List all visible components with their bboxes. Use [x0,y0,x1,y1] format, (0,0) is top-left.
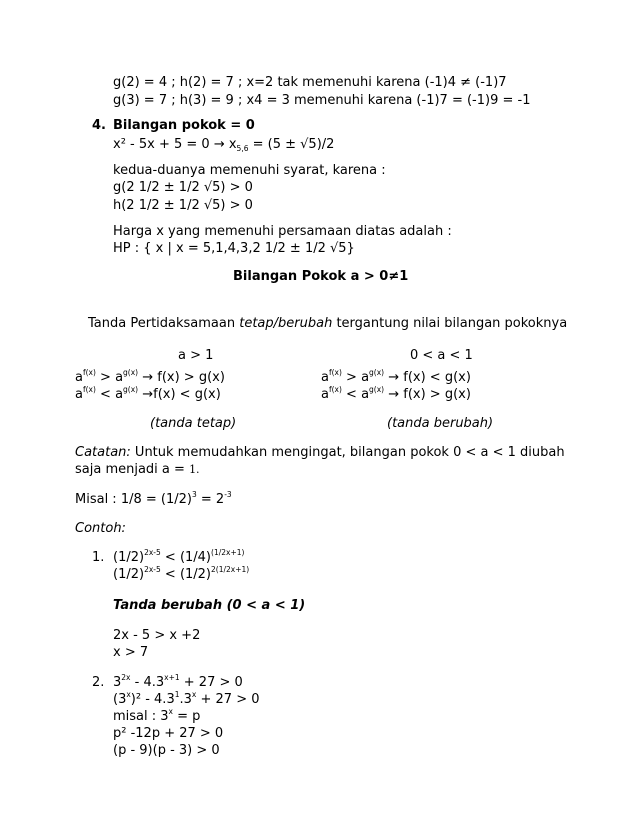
example-1-line-1: $(1/2)^{2x-5} < (1/4)^{(1/2x+1)}$ [113,548,245,565]
quadratic-equation: $x^2 - 5x + 5 = 0 \to x_{5,6} = (5 \pm √5)/2$ [113,137,335,153]
section-title: Bilangan Pokok a > 0≠1 [233,269,409,284]
h-condition: h(2 1/2 ± 1/2 √5) > 0 [113,198,253,213]
inequality-line-2: x > 7 [113,645,149,660]
example-1-line-2: $(1/2)^{2x-5} < (1/2)^{2(1/2x+1)}$ [113,565,250,582]
col-2-header: 0 < a < 1 [410,348,473,363]
item-4-title: Bilangan pokok = 0 [113,118,255,133]
tanda-berubah-heading: Tanda berubah (0 < a < 1) [113,598,306,613]
example-1-number: 1. [92,550,105,565]
misal-line: Misal : $1/8 = (1/2)^3 = 2^{-3}$ [75,490,232,507]
g-condition: g(2 1/2 ± 1/2 √5) > 0 [113,180,253,195]
solution-set: HP : { x | x = 5,1,4,3,2 1/2 ± 1/2 √5} [113,241,355,256]
tanda-berubah-label: (tanda berubah) [387,416,494,431]
example-2-line-1: $3^{2x} - 4.3^{x+1} + 27 > 0$ [113,673,243,690]
col-1-header: a > 1 [178,348,214,363]
case-x2-line: g(2) = 4 ; h(2) = 7 ; x=2 tak memenuhi karena (-1)4 ≠ (-1)7 [113,75,507,90]
col-2-row-1: $a^{f(x)} > a^{g(x)} \to f(x) < g(x)$ [321,368,471,385]
example-2-line-5: (p - 9)(p - 3) > 0 [113,743,220,758]
contoh-heading: Contoh: [75,521,126,536]
harga-line: Harga x yang memenuhi persamaan diatas adalah : [113,224,452,239]
col-1-row-1: $a^{f(x)} > a^{g(x)} \to f(x) > g(x)$ [75,368,225,385]
catatan-line-2: saja menjadi a = 1. [75,462,200,477]
case-x4-line: g(3) = 7 ; h(3) = 9 ; x4 = 3 memenuhi karena (-1)7 = (-1)9 = -1 [113,93,531,108]
example-2-line-2: $(3^x)^2 - 4.3^1.3^x + 27 > 0$ [113,690,260,707]
example-2-number: 2. [92,675,105,690]
item-4-number: 4. [92,118,106,133]
col-2-row-2: $a^{f(x)} < a^{g(x)} \to f(x) > g(x)$ [321,385,471,402]
example-2-line-4: p² -12p + 27 > 0 [113,726,224,741]
tanda-line: Tanda Pertidaksamaan tetap/berubah tergantung nilai bilangan pokoknya [88,316,568,331]
tanda-tetap-label: (tanda tetap) [150,416,237,431]
kedua-line: kedua-duanya memenuhi syarat, karena : [113,163,386,178]
inequality-line-1: 2x - 5 > x +2 [113,628,201,643]
catatan-line-1: Catatan: Untuk memudahkan mengingat, bilangan pokok 0 < a < 1 diubah [75,445,565,460]
example-2-line-3: misal : $3^x = p$ [113,707,201,724]
col-1-row-2: $a^{f(x)} < a^{g(x)} \to f(x) < g(x)$ [75,385,221,402]
